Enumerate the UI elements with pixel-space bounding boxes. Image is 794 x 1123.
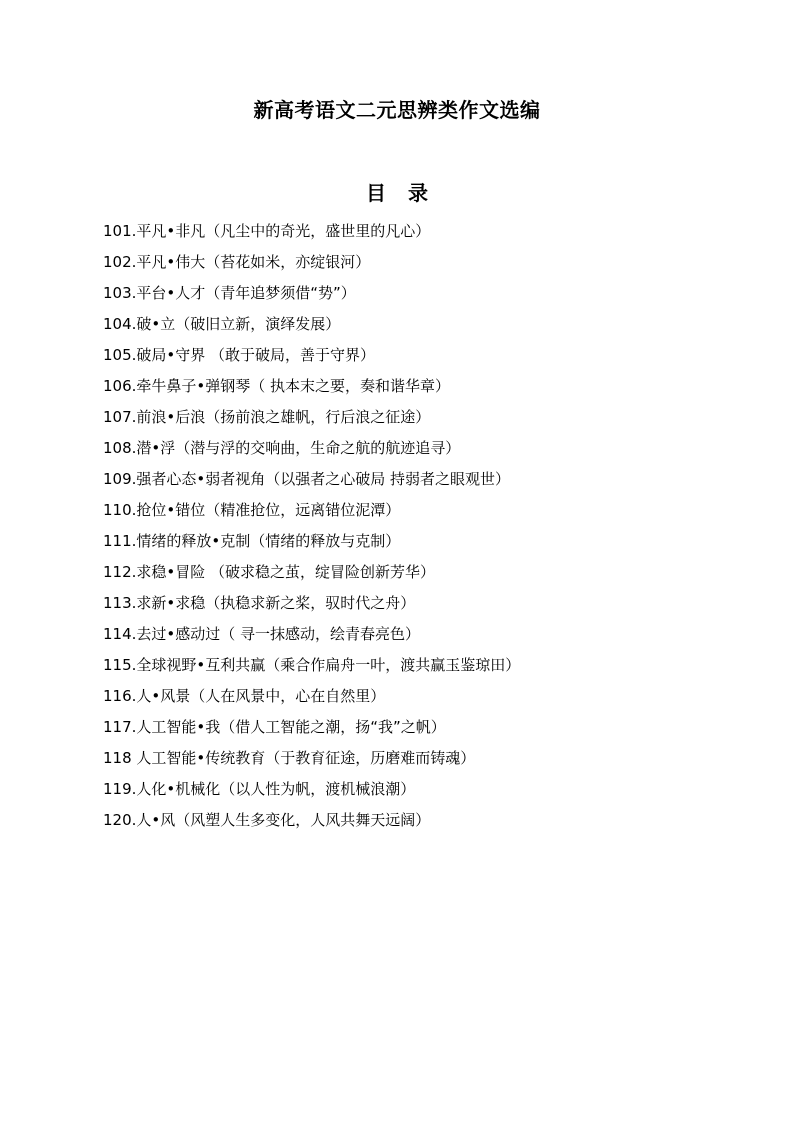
toc-item[interactable]: 120.人•风（风塑人生多变化，人风共舞天远阔） <box>103 811 431 829</box>
toc-heading-char-2: 录 <box>408 181 428 205</box>
toc-item[interactable]: 108.潜•浮（潜与浮的交响曲，生命之航的航迹追寻） <box>103 439 461 457</box>
toc-item[interactable]: 106.牵牛鼻子•弹钢琴（ 执本末之要，奏和谐华章） <box>103 377 451 395</box>
toc-item[interactable]: 105.破局•守界 （敢于破局，善于守界） <box>103 346 376 364</box>
toc-item[interactable]: 102.平凡•伟大（苔花如米，亦绽银河） <box>103 253 371 271</box>
document-title: 新高考语文二元思辨类作文选编 <box>253 98 541 122</box>
toc-item[interactable]: 116.人•风景（人在风景中，心在自然里） <box>103 687 386 705</box>
toc-item[interactable]: 117.人工智能•我（借人工智能之潮，扬“我”之帆） <box>103 718 446 736</box>
toc-item[interactable]: 110.抢位•错位（精准抢位，远离错位泥潭） <box>103 501 401 519</box>
toc-item[interactable]: 101.平凡•非凡（凡尘中的奇光，盛世里的凡心） <box>103 222 431 240</box>
toc-item[interactable]: 112.求稳•冒险 （破求稳之茧，绽冒险创新芳华） <box>103 563 436 581</box>
toc-item[interactable]: 104.破•立（破旧立新，演绎发展） <box>103 315 341 333</box>
toc-item[interactable]: 107.前浪•后浪（扬前浪之雄帆，行后浪之征途） <box>103 408 431 426</box>
toc-item[interactable]: 119.人化•机械化（以人性为帆，渡机械浪潮） <box>103 780 416 798</box>
toc-heading-char-1: 目 <box>366 181 386 205</box>
toc-item[interactable]: 113.求新•求稳（执稳求新之桨，驭时代之舟） <box>103 594 416 612</box>
toc-item[interactable]: 103.平台•人才（青年追梦须借“势”） <box>103 284 356 302</box>
toc-item[interactable]: 118 人工智能•传统教育（于教育征途，历磨难而铸魂） <box>103 749 476 767</box>
toc-heading <box>0 179 794 207</box>
toc-item[interactable]: 115.全球视野•互利共赢（乘合作扁舟一叶，渡共赢玉鉴琼田） <box>103 656 521 674</box>
toc-list <box>103 219 703 839</box>
toc-item[interactable]: 111.情绪的释放•克制（情绪的释放与克制） <box>103 532 401 550</box>
toc-item[interactable]: 109.强者心态•弱者视角（以强者之心破局 持弱者之眼观世） <box>103 470 511 488</box>
toc-item[interactable]: 114.去过•感动过（ 寻一抹感动，绘青春亮色） <box>103 625 421 643</box>
